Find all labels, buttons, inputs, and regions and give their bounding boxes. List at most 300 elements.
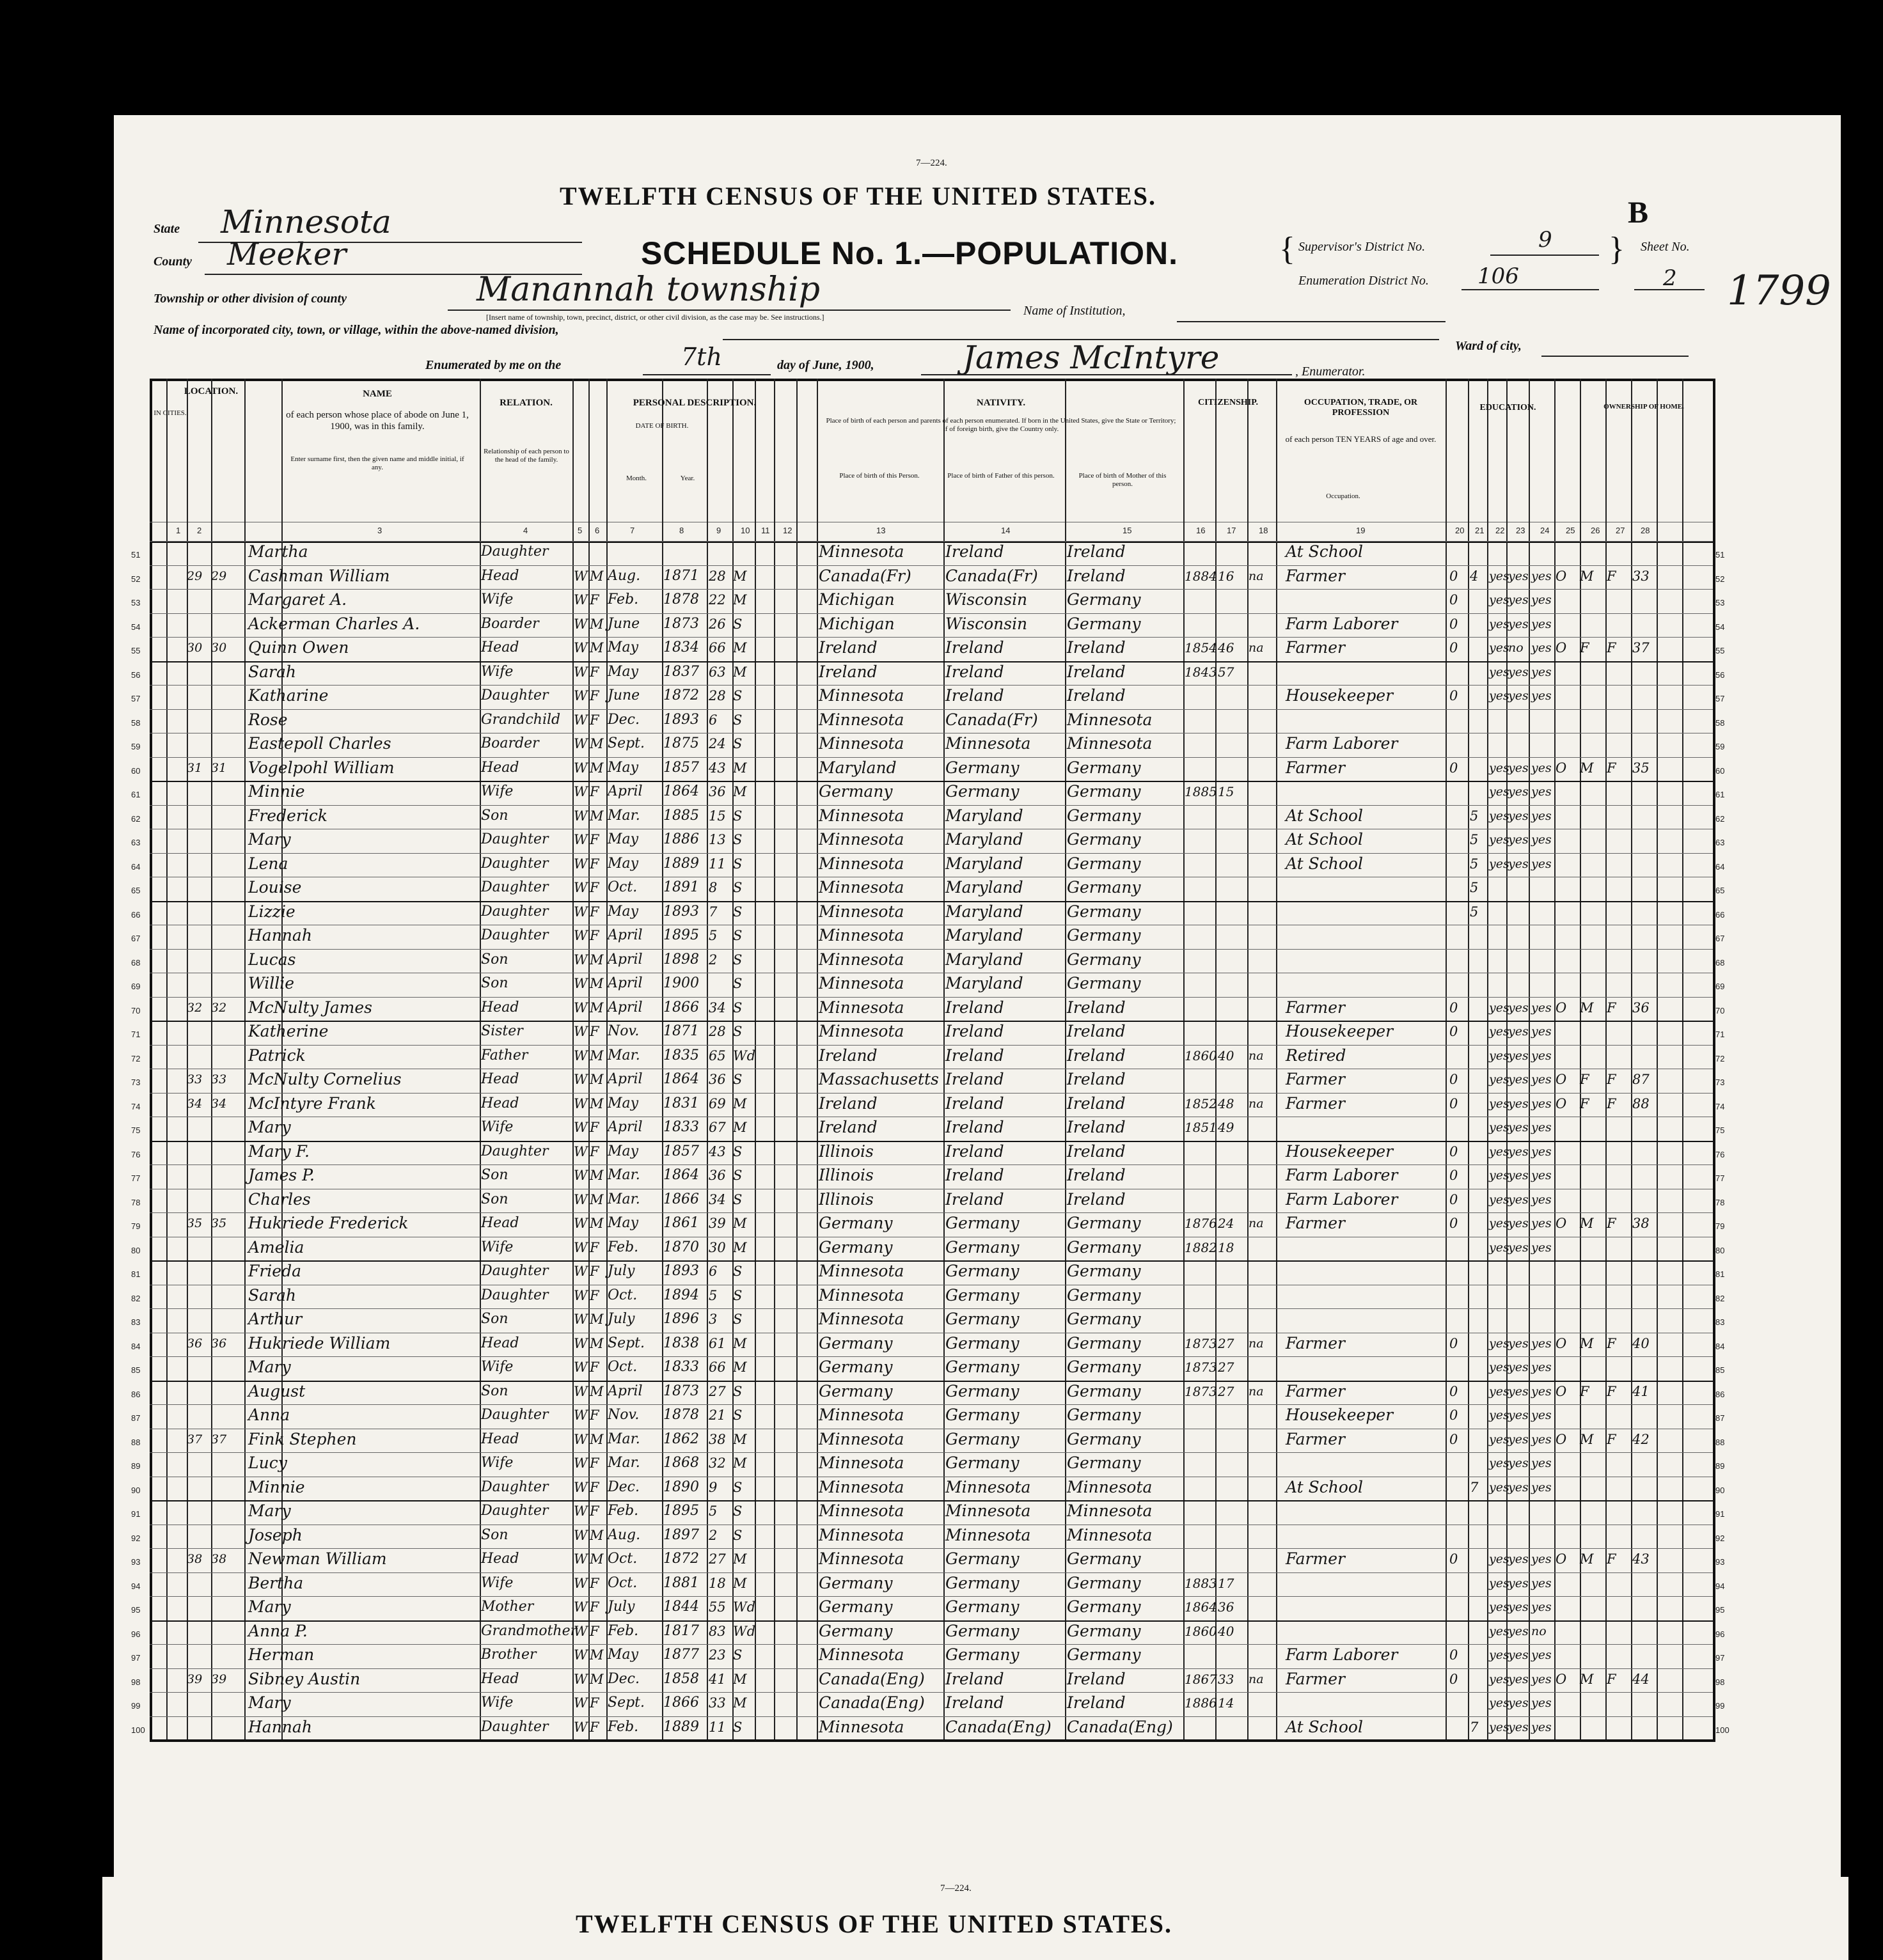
line-number: 63 — [131, 838, 141, 847]
cell-color: W — [574, 1407, 588, 1423]
cell-sex: F — [590, 880, 599, 895]
cell-bp: Maryland — [819, 758, 897, 777]
cell-age: 5 — [709, 1503, 718, 1519]
cell-fam: 29 — [211, 568, 227, 583]
cell-color: W — [574, 1312, 588, 1327]
cell-farm: F — [1607, 1431, 1616, 1447]
cell-mar: S — [733, 880, 743, 895]
cell-year: 1893 — [663, 903, 699, 920]
cell-mbp: Ireland — [1067, 1022, 1126, 1040]
row-rule — [150, 1141, 1713, 1142]
cell-fbp: Minnesota — [945, 734, 1031, 753]
cell-eng: yes — [1531, 1216, 1552, 1230]
line-number: 73 — [131, 1078, 141, 1087]
cell-mbp: Germany — [1067, 830, 1141, 849]
cell-sex: F — [590, 904, 599, 920]
cell-mar: S — [733, 928, 743, 943]
line-number: 59 — [131, 742, 141, 751]
cell-mar: S — [733, 1072, 743, 1087]
line-number: 65 — [1715, 886, 1725, 895]
name-header: NAME — [363, 389, 392, 399]
column-number: 18 — [1259, 526, 1268, 535]
cell-sex: M — [590, 1647, 604, 1663]
cell-sex: F — [590, 1599, 599, 1615]
cell-occ: Farmer — [1286, 1549, 1345, 1568]
name-note: Enter surname first, then the given name and middle initial, if any. — [290, 455, 464, 471]
cell-mbp: Germany — [1067, 1645, 1141, 1664]
cell-eng: yes — [1531, 1360, 1552, 1374]
cell-sch: 7 — [1470, 1719, 1479, 1735]
cell-rel: Head — [481, 1335, 519, 1351]
cell-month: April — [608, 951, 643, 968]
line-number: 96 — [131, 1629, 141, 1639]
cell-age: 43 — [709, 760, 726, 776]
cell-fam: 35 — [211, 1216, 227, 1230]
line-number: 98 — [1715, 1677, 1725, 1687]
cell-mort: M — [1580, 1551, 1594, 1567]
cell-mar: S — [733, 808, 743, 824]
cell-sex: F — [590, 688, 599, 703]
line-number: 87 — [131, 1413, 141, 1423]
year-header: Year. — [680, 474, 695, 482]
cell-eng: yes — [1531, 1552, 1552, 1566]
cell-eng: yes — [1531, 1696, 1552, 1710]
column-number: 2 — [197, 526, 202, 535]
cell-mar: M — [733, 592, 747, 608]
cell-write: yes — [1508, 568, 1529, 583]
cell-color: W — [574, 1216, 588, 1231]
cell-sex: F — [590, 1120, 599, 1135]
cell-sex: M — [590, 976, 604, 991]
column-number: 27 — [1616, 526, 1625, 535]
cell-read: yes — [1489, 1672, 1509, 1686]
cell-nat: na — [1249, 1048, 1264, 1063]
line-number: 100 — [1715, 1725, 1729, 1735]
sheet-label: Sheet No. — [1641, 240, 1690, 254]
cell-name: James P. — [248, 1166, 315, 1184]
cell-own: O — [1556, 1383, 1567, 1399]
cell-age: 22 — [709, 592, 726, 608]
line-number: 71 — [1715, 1030, 1725, 1039]
cell-sched: 44 — [1632, 1671, 1650, 1687]
cell-mbp: Germany — [1067, 614, 1141, 633]
cell-bp: Ireland — [819, 1046, 878, 1065]
cell-read: yes — [1489, 1384, 1509, 1399]
cell-mo: 0 — [1449, 1551, 1458, 1567]
cell-bp: Ireland — [819, 662, 878, 681]
cell-nat: na — [1249, 1672, 1264, 1686]
cell-rel: Wife — [481, 1119, 514, 1135]
cell-write: yes — [1508, 1408, 1529, 1422]
cell-color: W — [574, 1647, 588, 1663]
ed-label: Enumeration District No. — [1298, 274, 1429, 288]
cell-bp: Minnesota — [819, 686, 904, 705]
cell-sex: F — [590, 832, 599, 847]
line-number: 60 — [131, 765, 141, 776]
line-number: 86 — [1715, 1389, 1725, 1399]
cell-month: May — [608, 855, 639, 872]
cell-imm: 1882 — [1185, 1239, 1217, 1255]
date-of-birth-header: DATE OF BIRTH. — [635, 422, 689, 430]
page-stamp: 1799 — [1727, 267, 1831, 315]
cell-mbp: Ireland — [1067, 1046, 1126, 1065]
line-number: 99 — [131, 1701, 141, 1711]
cell-fbp: Maryland — [945, 830, 1023, 849]
cell-name: Anna P. — [248, 1621, 308, 1640]
cell-mo: 0 — [1449, 1407, 1458, 1423]
cell-bp: Minnesota — [819, 542, 904, 561]
schedule-letter: B — [1628, 196, 1649, 230]
cell-sched: 43 — [1632, 1551, 1650, 1567]
line-number: 92 — [131, 1533, 141, 1543]
cell-write: yes — [1508, 808, 1529, 823]
cell-color: W — [574, 568, 588, 584]
birth-father-header: Place of birth of Father of this person. — [947, 472, 1055, 480]
supervisor-value: 9 — [1538, 227, 1552, 253]
line-number: 89 — [131, 1461, 141, 1471]
cell-bp: Ireland — [819, 638, 878, 657]
cell-year: 1838 — [663, 1335, 699, 1351]
cell-mar: S — [733, 904, 743, 920]
row-rule — [150, 1596, 1713, 1597]
cell-mar: S — [733, 1000, 743, 1015]
cell-year: 1868 — [663, 1455, 699, 1471]
line-number: 72 — [131, 1053, 141, 1063]
cell-mar: M — [733, 1216, 747, 1231]
cell-sex: M — [590, 760, 604, 776]
cell-rel: Son — [481, 975, 508, 991]
cell-mort: F — [1580, 1072, 1589, 1087]
cell-occ: Farmer — [1286, 1669, 1345, 1688]
cell-year: 1875 — [663, 735, 699, 751]
cell-name: Lucas — [248, 950, 296, 969]
cell-name: Hukriede William — [248, 1333, 391, 1352]
cell-year: 1878 — [663, 1407, 699, 1423]
cell-year: 1878 — [663, 592, 699, 608]
cell-imm: 1852 — [1185, 1095, 1217, 1111]
column-rule — [1657, 379, 1658, 1739]
cell-rel: Son — [481, 951, 508, 968]
cell-read: yes — [1489, 1048, 1509, 1063]
cell-read: yes — [1489, 593, 1509, 607]
cell-color: W — [574, 688, 588, 703]
cell-mbp: Germany — [1067, 782, 1141, 801]
cell-fbp: Germany — [945, 1621, 1020, 1640]
cell-year: 1890 — [663, 1478, 699, 1495]
cell-name: Katherine — [248, 1022, 329, 1040]
cell-month: Oct. — [608, 1287, 638, 1303]
cell-occ: Farmer — [1286, 758, 1345, 777]
line-number: 61 — [1715, 790, 1725, 799]
cell-name: Anna — [248, 1406, 290, 1424]
cell-fbp: Maryland — [945, 926, 1023, 945]
cell-mort: M — [1580, 1335, 1594, 1351]
line-number: 94 — [1715, 1581, 1725, 1591]
line-number: 66 — [131, 909, 141, 920]
cell-mar: S — [733, 1312, 743, 1327]
cell-mar: Wd — [733, 1623, 756, 1639]
row-rule — [150, 1572, 1713, 1573]
cell-dw: 32 — [187, 1000, 203, 1015]
cell-mbp: Ireland — [1067, 542, 1126, 561]
cell-write: yes — [1508, 1192, 1529, 1207]
cell-eng: yes — [1531, 1120, 1552, 1134]
cell-write: yes — [1508, 1000, 1529, 1015]
cell-mo: 0 — [1449, 1191, 1458, 1207]
cell-imm: 1873 — [1185, 1360, 1217, 1375]
line-number: 85 — [1715, 1365, 1725, 1375]
cell-own: O — [1556, 1216, 1567, 1231]
cell-color: W — [574, 1575, 588, 1591]
cell-month: Dec. — [608, 1670, 640, 1687]
cell-name: Joseph — [248, 1525, 303, 1544]
cell-month: Oct. — [608, 879, 638, 895]
cell-write: yes — [1508, 1072, 1529, 1086]
cell-month: June — [608, 615, 640, 632]
cell-sex: F — [590, 1143, 599, 1159]
cell-eng: yes — [1531, 1192, 1552, 1207]
cell-mbp: Germany — [1067, 854, 1141, 873]
cell-write: yes — [1508, 760, 1529, 775]
cell-farm: F — [1607, 1671, 1616, 1687]
cell-age: 34 — [709, 1000, 726, 1015]
cell-read: yes — [1489, 1000, 1509, 1015]
cell-age: 43 — [709, 1143, 726, 1159]
cell-fbp: Germany — [945, 1381, 1020, 1400]
line-number: 83 — [131, 1317, 141, 1327]
cell-mbp: Ireland — [1067, 1070, 1126, 1088]
cell-bp: Minnesota — [819, 1454, 904, 1472]
nativity-header: NATIVITY. — [976, 398, 1026, 408]
cell-eng: yes — [1531, 1024, 1552, 1039]
day-underline — [643, 374, 771, 375]
cell-color: W — [574, 1383, 588, 1399]
cell-mar: M — [733, 640, 747, 655]
cell-bp: Germany — [819, 1237, 893, 1257]
cell-month: July — [608, 1263, 635, 1279]
cell-year: 1866 — [663, 1695, 699, 1711]
cell-mo: 0 — [1449, 1647, 1458, 1663]
line-number: 92 — [1715, 1533, 1725, 1543]
cell-sched: 33 — [1632, 568, 1650, 584]
column-rule — [166, 379, 168, 1739]
cell-mbp: Germany — [1067, 1549, 1141, 1568]
cell-mar: S — [733, 688, 743, 703]
cell-yrs: 24 — [1218, 1216, 1234, 1231]
line-number: 97 — [131, 1653, 141, 1663]
cell-mbp: Ireland — [1067, 1166, 1126, 1184]
line-number: 63 — [1715, 838, 1725, 847]
cell-color: W — [574, 736, 588, 751]
cell-sex: M — [590, 1000, 604, 1015]
cell-bp: Germany — [819, 1358, 893, 1376]
cell-name: Patrick — [248, 1046, 306, 1065]
cell-sex: F — [590, 784, 599, 799]
cell-imm: 1864 — [1185, 1599, 1217, 1615]
cell-mar: S — [733, 1024, 743, 1039]
line-number: 78 — [131, 1197, 141, 1207]
cell-fbp: Germany — [945, 1333, 1020, 1352]
column-number: 4 — [523, 526, 528, 535]
cell-year: 1872 — [663, 687, 699, 703]
line-number: 75 — [131, 1125, 141, 1135]
cell-sched: 41 — [1632, 1383, 1650, 1399]
cell-imm: 1873 — [1185, 1383, 1217, 1399]
cell-write: yes — [1508, 856, 1529, 871]
cell-occ: Farmer — [1286, 998, 1345, 1017]
cell-rel: Wife — [481, 1455, 514, 1471]
cell-write: yes — [1508, 1120, 1529, 1134]
cell-fbp: Ireland — [945, 1141, 1004, 1161]
cell-rel: Father — [481, 1047, 528, 1063]
cell-eng: yes — [1531, 1600, 1552, 1614]
cell-mbp: Canada(Eng) — [1067, 1717, 1173, 1736]
cell-age: 13 — [709, 832, 726, 847]
line-number: 91 — [1715, 1509, 1725, 1519]
cell-dw: 35 — [187, 1216, 203, 1230]
cell-occ: At School — [1286, 854, 1363, 873]
cell-year: 1831 — [663, 1095, 699, 1111]
row-rule — [150, 1452, 1713, 1453]
cell-color: W — [574, 952, 588, 968]
cell-year: 1870 — [663, 1239, 699, 1255]
cell-mbp: Germany — [1067, 1285, 1141, 1305]
cell-mar: S — [733, 976, 743, 991]
cell-year: 1833 — [663, 1359, 699, 1375]
institution-underline — [1177, 321, 1446, 322]
row-rule — [150, 1548, 1713, 1549]
cell-age: 36 — [709, 1168, 726, 1183]
cell-fbp: Minnesota — [945, 1525, 1031, 1544]
cell-name: Herman — [248, 1645, 315, 1664]
cell-name: August — [248, 1381, 306, 1400]
cell-read: yes — [1489, 664, 1509, 679]
cell-mar: M — [733, 1095, 747, 1111]
cell-year: 1895 — [663, 1503, 699, 1519]
cell-nat: na — [1249, 1336, 1264, 1351]
cell-month: April — [608, 999, 643, 1015]
cell-color: W — [574, 1695, 588, 1711]
cell-yrs: 48 — [1218, 1095, 1234, 1111]
line-number: 94 — [131, 1581, 141, 1591]
column-rule — [796, 379, 798, 1739]
cell-write: yes — [1508, 1672, 1529, 1686]
cell-fam: 34 — [211, 1096, 227, 1111]
cell-year: 1866 — [663, 999, 699, 1015]
cell-mo: 0 — [1449, 640, 1458, 655]
cell-mar: S — [733, 712, 743, 728]
birth-mother-header: Place of birth of Mother of this person. — [1078, 472, 1167, 488]
cell-rel: Grandmother — [481, 1622, 578, 1639]
cell-name: Sarah — [248, 662, 296, 681]
cell-read: yes — [1489, 1336, 1509, 1351]
cell-month: Sept. — [608, 1695, 645, 1711]
cell-year: 1889 — [663, 855, 699, 872]
cell-rel: Wife — [481, 1239, 514, 1255]
line-number: 98 — [131, 1677, 141, 1687]
cell-dw: 31 — [187, 760, 203, 775]
cell-bp: Minnesota — [819, 830, 904, 849]
cell-color: W — [574, 1623, 588, 1639]
cell-color: W — [574, 1095, 588, 1111]
cell-mbp: Germany — [1067, 878, 1141, 897]
cell-color: W — [574, 1431, 588, 1447]
cell-mo: 0 — [1449, 1216, 1458, 1231]
cell-occ: At School — [1286, 1477, 1363, 1496]
cell-read: yes — [1489, 1456, 1509, 1470]
cell-eng: yes — [1531, 593, 1552, 607]
cell-bp: Minnesota — [819, 974, 904, 992]
cell-sex: M — [590, 952, 604, 968]
row-rule — [150, 1212, 1713, 1213]
cell-fbp: Germany — [945, 1237, 1020, 1257]
cell-age: 9 — [709, 1479, 718, 1495]
cell-color: W — [574, 928, 588, 943]
cell-read: yes — [1489, 856, 1509, 871]
cell-mar: M — [733, 1575, 747, 1591]
cell-imm: 1876 — [1185, 1216, 1217, 1231]
page-title: TWELFTH CENSUS OF THE UNITED STATES. — [560, 182, 1156, 210]
row-rule — [150, 1308, 1713, 1309]
name-description: of each person whose place of abode on June 1, 1900, was in this family. — [286, 410, 469, 432]
cell-sex: M — [590, 616, 604, 632]
cell-color: W — [574, 1047, 588, 1063]
cell-age: 26 — [709, 616, 726, 632]
cell-mbp: Germany — [1067, 1429, 1141, 1448]
cell-fbp: Ireland — [945, 1189, 1004, 1209]
cell-month: Oct. — [608, 1551, 638, 1567]
cell-color: W — [574, 1671, 588, 1687]
row-rule — [150, 589, 1713, 590]
ed-value: 106 — [1477, 263, 1519, 289]
cell-read: yes — [1489, 785, 1509, 799]
row-rule — [150, 709, 1713, 710]
cell-color: W — [574, 1287, 588, 1303]
cell-mbp: Ireland — [1067, 638, 1126, 657]
cell-name: Newman William — [248, 1549, 387, 1568]
cell-sch: 5 — [1470, 856, 1479, 872]
cell-mo: 0 — [1449, 1383, 1458, 1399]
cell-sex: F — [590, 928, 599, 943]
cell-age: 36 — [709, 1072, 726, 1087]
cell-bp: Illinois — [819, 1189, 874, 1209]
cell-age: 21 — [709, 1407, 726, 1423]
cell-name: Lizzie — [248, 902, 295, 921]
cell-write: yes — [1508, 1336, 1529, 1351]
cell-bp: Minnesota — [819, 1501, 904, 1520]
cell-age: 8 — [709, 880, 718, 895]
cell-color: W — [574, 1000, 588, 1015]
line-number: 87 — [1715, 1413, 1725, 1423]
cell-eng: yes — [1531, 1240, 1552, 1255]
cell-rel: Son — [481, 1311, 508, 1327]
cell-name: Mary — [248, 1358, 291, 1376]
cell-month: Dec. — [608, 711, 640, 728]
cell-month: Nov. — [608, 1407, 640, 1423]
cell-bp: Minnesota — [819, 734, 904, 753]
cell-rel: Wife — [481, 1574, 514, 1591]
cell-nat: na — [1249, 1216, 1264, 1230]
line-number: 70 — [1715, 1005, 1725, 1015]
cell-yrs: 49 — [1218, 1120, 1234, 1135]
cell-sex: M — [590, 1671, 604, 1687]
personal-description-header: PERSONAL DESCRIPTION. — [633, 398, 757, 408]
cell-year: 1893 — [663, 711, 699, 728]
cell-rel: Wife — [481, 663, 514, 680]
cell-mar: S — [733, 1383, 743, 1399]
cell-fbp: Wisconsin — [945, 590, 1028, 609]
cell-year: 1895 — [663, 927, 699, 943]
